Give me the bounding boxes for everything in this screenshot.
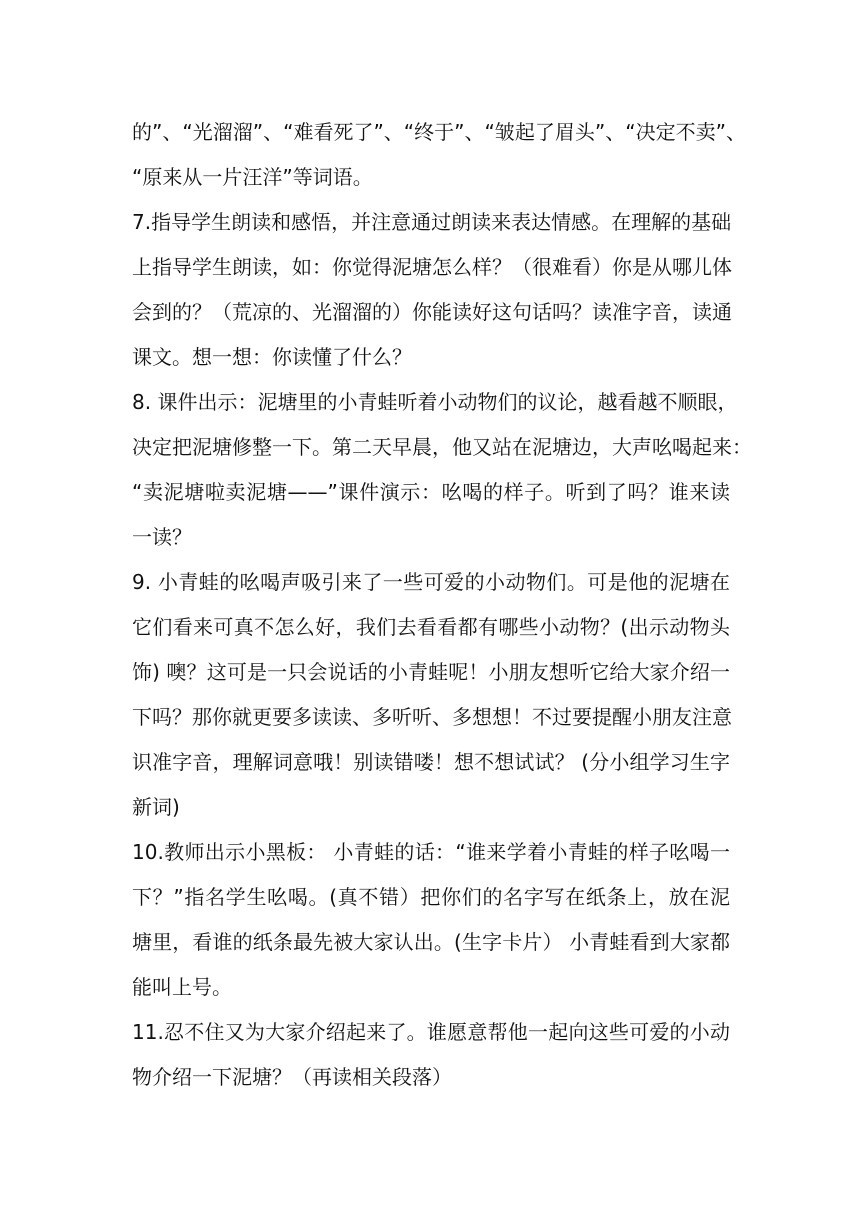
text-line: “卖泥塘啦卖泥塘——”课件演示：吆喝的样子。听到了吗？谁来读 (132, 480, 730, 504)
text-line: “原来从一片汪洋”等词语。 (132, 165, 373, 189)
text-line: 下吗？那你就更要多读读、多听听、多想想！不过要提醒小朋友注意 (132, 705, 732, 729)
text-line: 饰) 噢？这可是一只会说话的小青蛙呢！小朋友想听它给大家介绍一 (132, 660, 730, 684)
text-line: 会到的？（荒凉的、光溜溜的）你能读好这句话吗？读准字音，读通 (132, 300, 732, 324)
text-line: 新词) (132, 795, 180, 819)
document-page (132, 110, 752, 1100)
text-line: 的”、“光溜溜”、“难看死了”、“终于”、“皱起了眉头”、“决定不卖”、 (132, 120, 746, 144)
text-line: 上指导学生朗读，如：你觉得泥塘怎么样？（很难看）你是从哪儿体 (132, 255, 732, 279)
text-line: 8. 课件出示：泥塘里的小青蛙听着小动物们的议论，越看越不顺眼， (132, 390, 738, 414)
text-line: 课文。想一想：你读懂了什么？ (132, 345, 412, 369)
text-line: 识准字音，理解词意哦！别读错喽！想不想试试？ (分小组学习生字 (132, 750, 730, 774)
text-line: 能叫上号。 (132, 975, 232, 999)
text-line: 11.忍不住又为大家介绍起来了。谁愿意帮他一起向这些可爱的小动 (132, 1020, 730, 1044)
text-line: 7.指导学生朗读和感悟，并注意通过朗读来表达情感。在理解的基础 (132, 210, 732, 234)
text-line: 一读？ (132, 525, 192, 549)
text-line: 它们看来可真不怎么好，我们去看看都有哪些小动物？(出示动物头 (132, 615, 730, 639)
text-line: 物介绍一下泥塘？（再读相关段落） (132, 1065, 452, 1089)
text-line: 下？”指名学生吆喝。(真不错）把你们的名字写在纸条上，放在泥 (132, 885, 730, 909)
text-line: 10.教师出示小黑板： 小青蛙的话：“谁来学着小青蛙的样子吆喝一 (132, 840, 730, 864)
text-line: 9. 小青蛙的吆喝声吸引来了一些可爱的小动物们。可是他的泥塘在 (132, 570, 730, 594)
text-line: 塘里，看谁的纸条最先被大家认出。(生字卡片） 小青蛙看到大家都 (132, 930, 730, 954)
text-line: 决定把泥塘修整一下。第二天早晨，他又站在泥塘边，大声吆喝起来： (132, 435, 752, 459)
